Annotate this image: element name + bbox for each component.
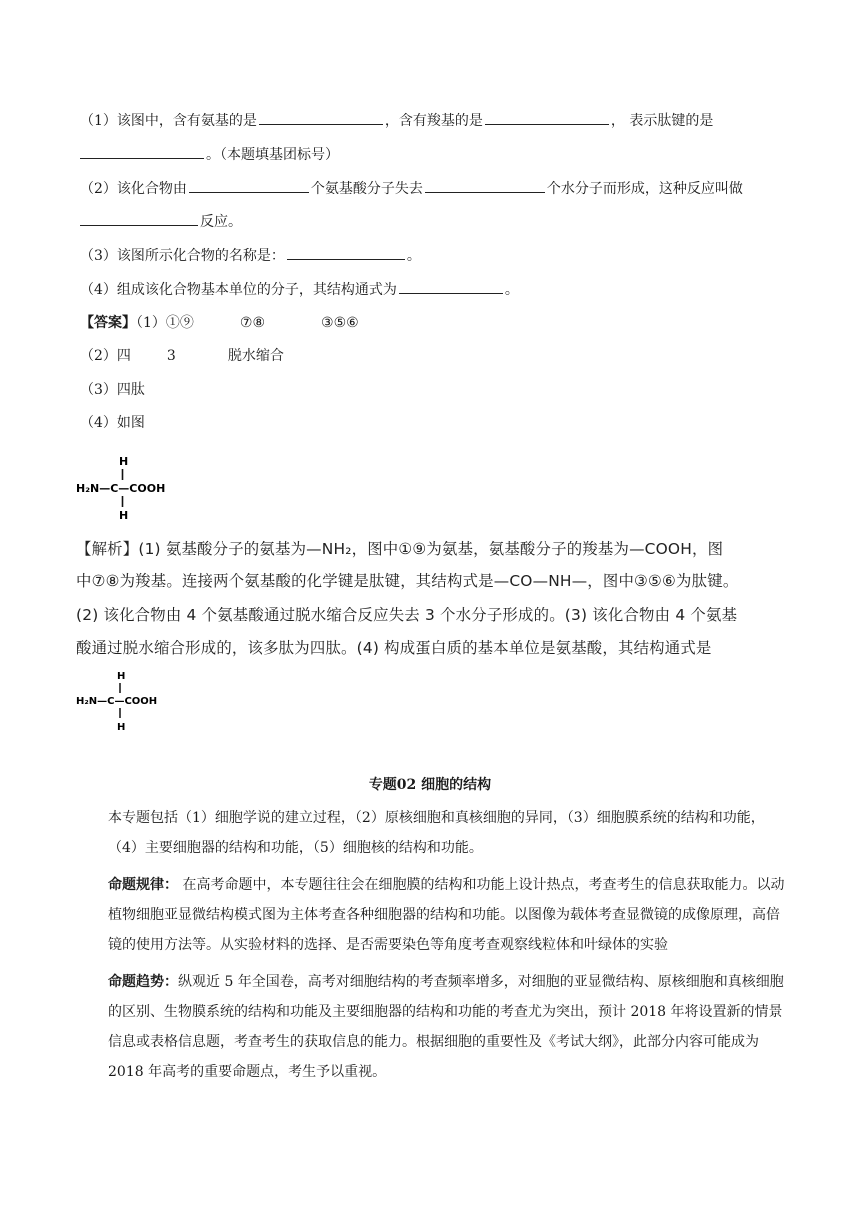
answer-4: （4）如图 — [80, 415, 145, 431]
formula-2-h-top: H — [117, 671, 126, 682]
analysis-line-1: 【解析】(1) 氨基酸分子的氨基为—NH₂，图中①⑨为氨基，氨基酸分子的羧基为—COOH，图 — [76, 540, 724, 558]
q3-text-a: （3）该图所示化合物的名称是： — [80, 248, 285, 264]
q1-text-d: 。（本题填基团标号） — [206, 147, 339, 163]
q2-blank-count[interactable] — [189, 178, 309, 193]
q2-blank-reaction[interactable] — [80, 211, 198, 226]
q1-blank-carboxyl[interactable] — [485, 110, 609, 125]
analysis-line-2: 中⑦⑧为羧基。连接两个氨基酸的化学键是肽键，其结构式是—CO—NH—，图中③⑤⑥为肽键。 — [76, 572, 739, 590]
answer-2-part-1: （2）四 — [80, 348, 131, 364]
q1-text-c: ， 表示肽键的是 — [610, 113, 714, 129]
answer-line-1 — [80, 313, 359, 333]
amino-acid-formula-1 — [74, 448, 194, 528]
question-3-line — [80, 245, 421, 266]
q1-text-a: （1）该图中，含有氨基的是 — [80, 113, 257, 129]
answer-line-2 — [80, 346, 284, 366]
section-intro-text: 本专题包括（1）细胞学说的建立过程，（2）原核细胞和真核细胞的异同，（3）细胞膜系统的结构和功能，（4）主要细胞器的结构和功能，（5）细胞核的结构和功能。 — [108, 810, 765, 856]
question-2-line — [80, 178, 743, 199]
trend-label: 命题趋势： — [108, 974, 178, 990]
q2-blank-water[interactable] — [425, 178, 545, 193]
question-1-line-2 — [80, 144, 339, 165]
q1-text-b: ，含有羧基的是 — [384, 113, 483, 129]
q3-text-b: 。 — [406, 248, 421, 264]
amino-acid-formula-2 — [74, 664, 194, 744]
answer-2-part-2: 3 — [166, 348, 176, 364]
q4-text-a: （4）组成该化合物基本单位的分子，其结构通式为 — [80, 282, 397, 298]
answer-line-4 — [80, 413, 145, 433]
answer-label: 【答案】 — [80, 315, 136, 331]
q2-text-c: 个水分子而形成，这种反应叫做 — [546, 181, 743, 197]
analysis-line-4: 酸通过脱水缩合形成的，该多肽为四肽。(4) 构成蛋白质的基本单位是氨基酸，其结构通式是 — [76, 639, 712, 657]
analysis-line-3: (2) 该化合物由 4 个氨基酸通过脱水缩合反应失去 3 个水分子形成的。(3) 该化合物由 4 个氨基 — [76, 606, 738, 624]
question-2-line-2 — [80, 211, 242, 232]
question-4-line — [80, 279, 519, 300]
answer-line-3 — [80, 380, 145, 400]
section-trend — [80, 967, 785, 1087]
formula-1-main: H₂N—C—COOH — [76, 482, 166, 495]
q1-blank-peptide[interactable] — [80, 144, 204, 159]
q1-blank-amino[interactable] — [259, 110, 383, 125]
trend-text: 纵观近 5 年全国卷，高考对细胞结构的考查频率增多，对细胞的亚显微结构、原核细胞和真核细胞的区别、生物膜系统的结构和功能及主要细胞器的结构和功能的考查尤为突出，预计 2018 年将设置新的情景信息或表格信息题，考查考生的获取信息的能力。根据细胞的重要性及《考试大纲》，此部分内容可能成为 2018 年高考的重要命题点，考生予以重视。 — [108, 974, 784, 1080]
section-title: 专题02 细胞的结构 — [368, 777, 492, 793]
answer-1-part-1: （1）①⑨ — [136, 315, 194, 331]
question-1-line — [80, 110, 713, 131]
formula-1-h-top: H — [119, 455, 129, 468]
formula-1-h-bottom: H — [119, 509, 129, 522]
q2-text-b: 个氨基酸分子失去 — [310, 181, 423, 197]
formula-2-h-bottom: H — [117, 722, 126, 733]
rule-label: 命题规律： — [108, 877, 178, 893]
q4-blank-formula[interactable] — [399, 279, 503, 294]
section-intro — [80, 803, 785, 863]
q4-text-b: 。 — [504, 282, 519, 298]
formula-2-main: H₂N—C—COOH — [76, 696, 158, 707]
q2-text-a: （2）该化合物由 — [80, 181, 187, 197]
q3-blank-name[interactable] — [287, 245, 405, 260]
answer-3: （3）四肽 — [80, 382, 145, 398]
q2-text-d: 反应。 — [200, 214, 242, 230]
answer-2-part-3: 脱水缩合 — [227, 348, 284, 364]
rule-text: 在高考命题中，本专题往往会在细胞膜的结构和功能上设计热点，考查考生的信息获取能力。以动植物细胞亚显微结构模式图为主体考查各种细胞器的结构和功能。以图像为载体考查显微镜的成像原理，高倍镜的使用方法等。从实验材料的选择、是否需要染色等角度考查观察线粒体和叶绿体的实验 — [108, 877, 785, 953]
answer-1-part-3: ③⑤⑥ — [321, 315, 359, 331]
section-rule — [80, 870, 785, 960]
answer-1-part-2: ⑦⑧ — [239, 315, 266, 331]
